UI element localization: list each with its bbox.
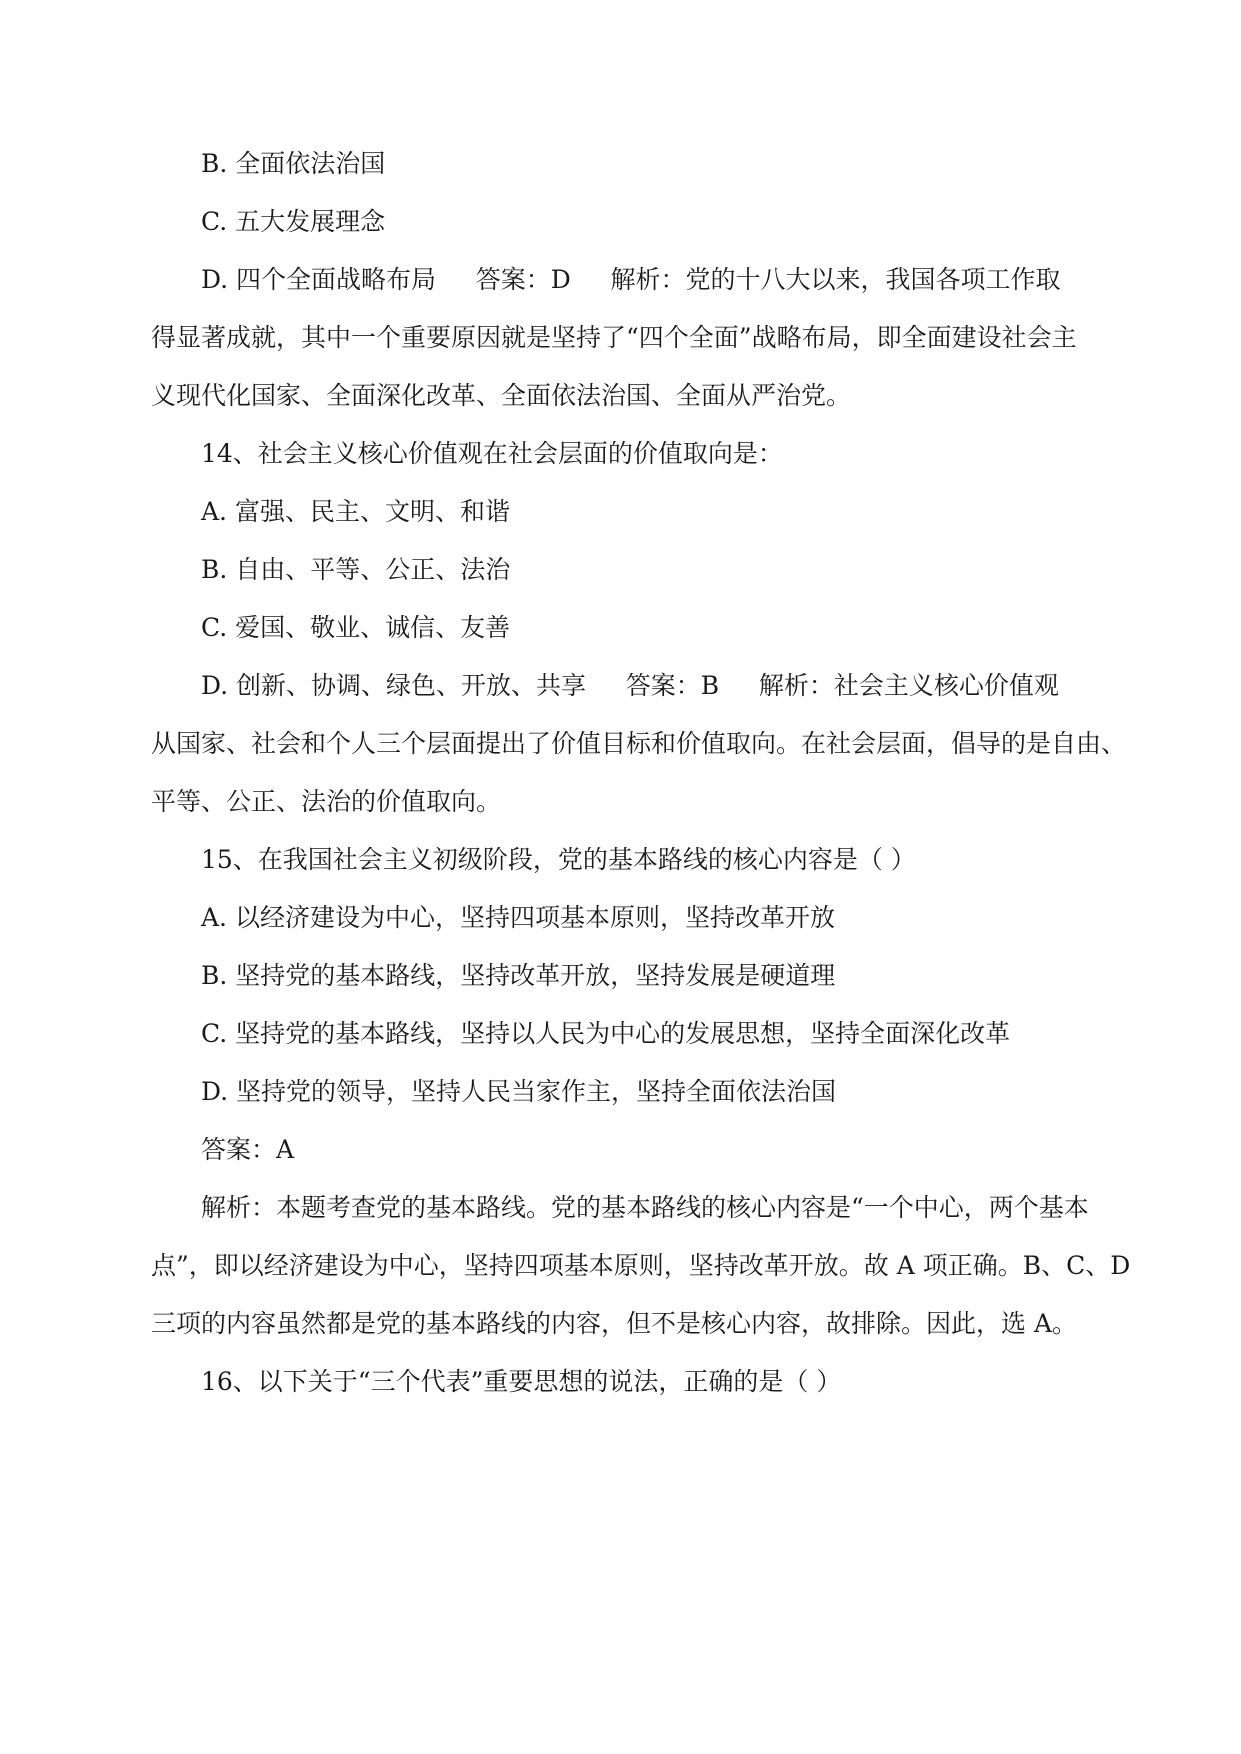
text-line: 15、在我国社会主义初级阶段，党的基本路线的核心内容是（ ） [201, 845, 916, 874]
text-line: C. 五大发展理念 [201, 207, 386, 236]
text-line: B. 全面依法治国 [201, 149, 386, 178]
text-line: 从国家、社会和个人三个层面提出了价值目标和价值取向。在社会层面，倡导的是自由、 [151, 729, 1127, 758]
text-line: C. 坚持党的基本路线，坚持以人民为中心的发展思想，坚持全面深化改革 [201, 1019, 1011, 1048]
text-line: A. 以经济建设为中心，坚持四项基本原则，坚持改革开放 [201, 903, 835, 932]
text-line: 解析：本题考查党的基本路线。党的基本路线的核心内容是“一个中心，两个基本 [201, 1193, 1089, 1222]
text-line: 16、以下关于“三个代表”重要思想的说法，正确的是（ ） [201, 1367, 842, 1396]
text-line: 三项的内容虽然都是党的基本路线的内容，但不是核心内容，故排除。因此，选 A。 [151, 1309, 1078, 1338]
text-line: D. 四个全面战略布局 答案：D 解析：党的十八大以来，我国各项工作取 [201, 265, 1061, 294]
text-line: C. 爱国、敬业、诚信、友善 [201, 613, 511, 642]
text-line: B. 自由、平等、公正、法治 [201, 555, 511, 584]
text-line: 点”，即以经济建设为中心，坚持四项基本原则，坚持改革开放。故 A 项正确。B、C、D [151, 1251, 1131, 1280]
text-line: 14、社会主义核心价值观在社会层面的价值取向是： [201, 439, 783, 468]
text-line: 得显著成就，其中一个重要原因就是坚持了“四个全面”战略布局，即全面建设社会主 [151, 323, 1077, 352]
text-line: D. 创新、协调、绿色、开放、共享 答案：B 解析：社会主义核心价值观 [201, 671, 1059, 700]
text-line: D. 坚持党的领导，坚持人民当家作主，坚持全面依法治国 [201, 1077, 837, 1106]
text-line: 义现代化国家、全面深化改革、全面依法治国、全面从严治党。 [151, 381, 852, 410]
text-line: 答案：A [201, 1135, 295, 1164]
text-line: 平等、公正、法治的价值取向。 [151, 787, 502, 816]
text-line: A. 富强、民主、文明、和谐 [201, 497, 510, 526]
text-line: B. 坚持党的基本路线，坚持改革开放，坚持发展是硬道理 [201, 961, 836, 990]
